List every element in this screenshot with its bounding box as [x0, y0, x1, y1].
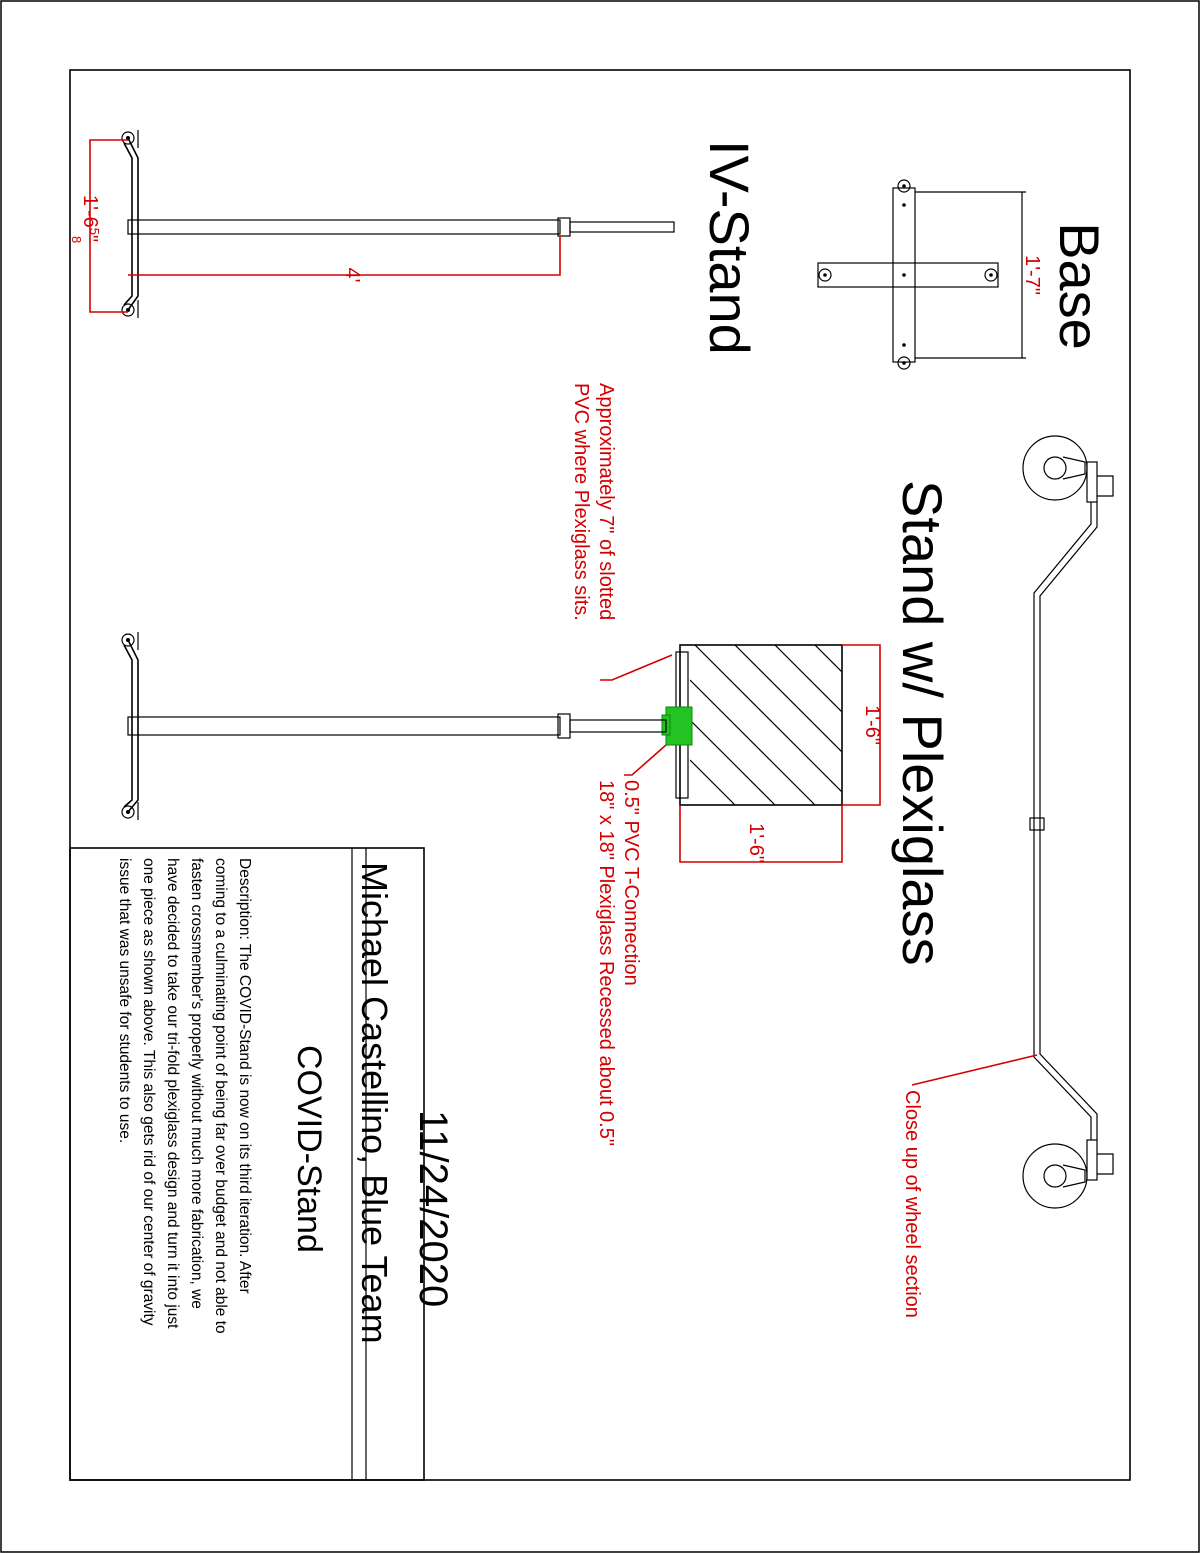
- wheel-top: [1023, 436, 1087, 500]
- wheel-leader-line: [912, 1055, 1037, 1085]
- description-line: have decided to take our tri-fold plexiglass design and turn it into just: [164, 858, 181, 1329]
- tconn-annotation-line1: 0.5" PVC T-Connection: [620, 780, 642, 986]
- slot-annotation-line1: Approximately 7" of slotted: [595, 383, 617, 621]
- base-drawing: [818, 180, 1026, 369]
- iv-stand-dimension-lines: [90, 140, 560, 312]
- description-line: one piece as shown above. This also gets rid of our center of gravity: [140, 858, 157, 1326]
- plexi-height-dimension: 1'-6": [745, 823, 767, 863]
- iv-leg-inch: ": [79, 234, 101, 243]
- description-line: fasten crossmember's properly without much more fabrication, we: [188, 858, 205, 1309]
- project-title: COVID-Stand: [290, 1045, 328, 1253]
- base-width-dimension: 1'-7": [1021, 255, 1043, 295]
- slot-annotation-line2: PVC where Plexiglass sits.: [570, 383, 592, 621]
- base-title: Base: [1048, 222, 1111, 350]
- wheel-closeup-drawing: [1023, 436, 1113, 1208]
- description: [116, 858, 253, 1334]
- description-line: issue that was unsafe for students to use.: [116, 858, 133, 1144]
- iv-leg-denominator: 8: [69, 236, 84, 244]
- stand-title: Stand w/ Plexiglass: [891, 480, 954, 966]
- date-text: 11/24/2020: [411, 1110, 455, 1308]
- iv-leg-main: 1'-6: [79, 195, 101, 228]
- iv-stand-drawing: [122, 130, 674, 318]
- iv-pole-dimension: 4': [341, 267, 363, 283]
- wheel-annotation: Close up of wheel section: [901, 1090, 923, 1318]
- author-text: Michael Castellino, Blue Team: [354, 862, 395, 1344]
- tconn-annotation-line2: 18" x 18" Plexiglass Recessed about 0.5": [595, 780, 617, 1146]
- plexiglass-panel: [680, 645, 842, 805]
- description-line: coming to a culminating point of being far over budget and not able to: [212, 858, 229, 1334]
- iv-stand-title: IV-Stand: [698, 140, 761, 355]
- plexi-width-dimension: 1'-6": [861, 705, 883, 745]
- wheel-bottom: [1023, 1144, 1087, 1208]
- description-line: Description: The COVID-Stand is now on its third iteration. After: [236, 858, 253, 1294]
- iv-leg-numerator: 5: [87, 227, 102, 235]
